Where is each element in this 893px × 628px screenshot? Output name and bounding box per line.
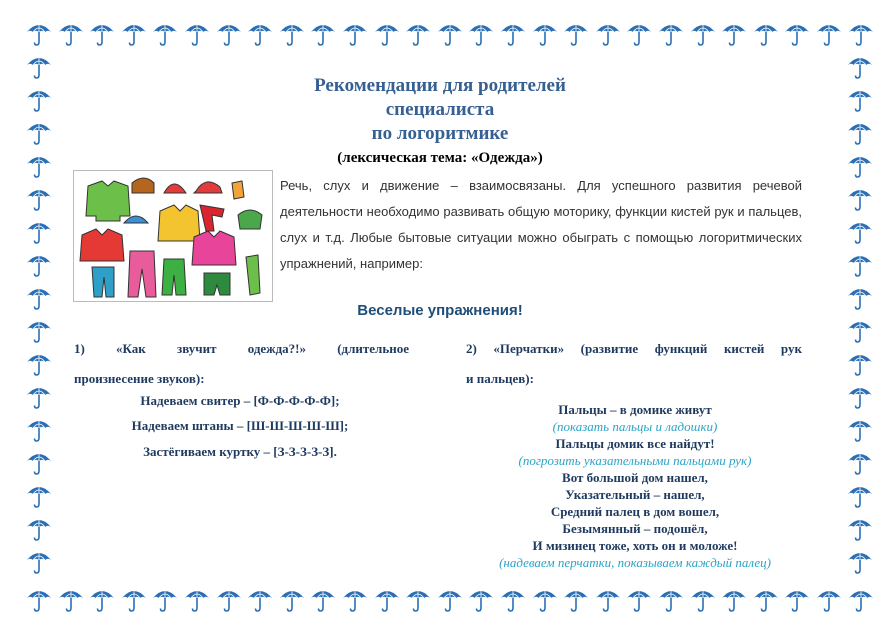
umbrella-icon — [753, 586, 779, 612]
umbrella-icon — [342, 20, 368, 46]
poem-line: Безымянный – подошёл, — [562, 521, 708, 536]
poem-line: И мизинец тоже, хоть он и моложе! — [532, 538, 738, 553]
umbrella-icon — [784, 20, 810, 46]
umbrella-icon — [847, 515, 873, 541]
umbrella-icon — [816, 586, 842, 612]
umbrella-icon — [500, 586, 526, 612]
umbrella-icon — [374, 586, 400, 612]
umbrella-icon — [216, 20, 242, 46]
clothes-illustration — [73, 170, 273, 302]
umbrella-icon — [595, 586, 621, 612]
exercise-2-heading-line-2: и пальцев): — [466, 371, 534, 386]
umbrella-icon — [152, 20, 178, 46]
umbrella-icon — [26, 350, 52, 376]
umbrella-icon — [279, 586, 305, 612]
exercise-1-heading — [74, 334, 409, 394]
umbrella-icon — [121, 586, 147, 612]
umbrella-icon — [847, 86, 873, 112]
umbrella-icon — [595, 20, 621, 46]
umbrella-icon — [563, 586, 589, 612]
umbrella-icon — [26, 449, 52, 475]
poem-line: Указательный – нашел, — [565, 487, 705, 502]
umbrella-icon — [184, 586, 210, 612]
umbrella-icon — [405, 20, 431, 46]
umbrella-icon — [847, 53, 873, 79]
umbrella-icon — [626, 586, 652, 612]
umbrella-icon — [847, 185, 873, 211]
umbrella-icon — [848, 586, 874, 612]
umbrella-icon — [184, 20, 210, 46]
poem-note: (надеваем перчатки, показываем каждый палец) — [499, 555, 771, 570]
umbrella-icon — [89, 20, 115, 46]
exercises-heading: Веселые упражнения! — [357, 302, 523, 319]
umbrella-icon — [690, 20, 716, 46]
umbrella-icon — [310, 20, 336, 46]
poem-line: Вот большой дом нашел, — [562, 470, 708, 485]
umbrella-icon — [468, 20, 494, 46]
umbrella-icon — [626, 20, 652, 46]
umbrella-icon — [847, 284, 873, 310]
umbrella-icon — [26, 416, 52, 442]
umbrella-icon — [848, 20, 874, 46]
umbrella-icon — [847, 218, 873, 244]
umbrella-icon — [310, 586, 336, 612]
umbrella-icon — [26, 20, 52, 46]
exercise-1-line-3: Застёгиваем куртку – [З-З-З-З-З]. — [143, 444, 337, 459]
umbrella-icon — [847, 548, 873, 574]
umbrella-icon — [847, 482, 873, 508]
umbrella-icon — [279, 20, 305, 46]
exercise-2-heading — [466, 334, 802, 394]
poem — [465, 401, 805, 571]
umbrella-icon — [847, 416, 873, 442]
poem-line: Пальцы – в домике живут — [558, 402, 712, 417]
umbrella-icon — [247, 586, 273, 612]
umbrella-icon — [26, 515, 52, 541]
umbrella-icon — [532, 20, 558, 46]
umbrella-icon — [26, 251, 52, 277]
exercise-1-line-1: Надеваем свитер – [Ф-Ф-Ф-Ф-Ф]; — [140, 393, 340, 408]
umbrella-icon — [26, 482, 52, 508]
umbrella-icon — [216, 586, 242, 612]
subtitle: (лексическая тема: «Одежда») — [337, 150, 543, 166]
umbrella-icon — [374, 20, 400, 46]
umbrella-icon — [658, 586, 684, 612]
umbrella-icon — [152, 586, 178, 612]
intro-paragraph: Речь, слух и движение – взаимосвязаны. Для успешного развития речевой деятельности необходимо развивать общую моторику, функции кистей рук и пальцев, слух и т.д. Любые бытовые ситуации можно обыграть с помощью логоритмических упражнений, например: — [280, 178, 802, 271]
umbrella-icon — [721, 20, 747, 46]
title-line-1: Рекомендации для родителей — [314, 75, 566, 96]
umbrella-icon — [816, 20, 842, 46]
umbrella-icon — [26, 218, 52, 244]
umbrella-icon — [690, 586, 716, 612]
umbrella-icon — [532, 586, 558, 612]
umbrella-icon — [26, 586, 52, 612]
exercise-1-heading-line-2: произнесение звуков): — [74, 371, 205, 386]
title-line-3: по логоритмике — [371, 123, 509, 144]
umbrella-icon — [847, 152, 873, 178]
umbrella-icon — [847, 449, 873, 475]
poem-note: (показать пальцы и ладошки) — [552, 419, 718, 434]
umbrella-icon — [342, 586, 368, 612]
umbrella-icon — [58, 20, 84, 46]
umbrella-icon — [847, 350, 873, 376]
umbrella-icon — [26, 86, 52, 112]
umbrella-icon — [121, 20, 147, 46]
umbrella-icon — [437, 20, 463, 46]
umbrella-icon — [26, 53, 52, 79]
exercise-1-line-2: Надеваем штаны – [Ш-Ш-Ш-Ш-Ш]; — [131, 418, 349, 433]
umbrella-icon — [26, 383, 52, 409]
umbrella-icon — [847, 317, 873, 343]
umbrella-icon — [847, 119, 873, 145]
umbrella-icon — [437, 586, 463, 612]
umbrella-icon — [753, 20, 779, 46]
umbrella-icon — [563, 20, 589, 46]
exercise-2-heading-line-1: 2) «Перчатки» (развитие функций кистей рук — [466, 341, 802, 356]
umbrella-icon — [26, 284, 52, 310]
poem-line: Пальцы домик все найдут! — [555, 436, 715, 451]
umbrella-icon — [26, 119, 52, 145]
umbrella-icon — [58, 586, 84, 612]
exercise-1-heading-line-1: 1) «Как звучит одежда?!» (длительное — [74, 341, 409, 356]
umbrella-icon — [26, 152, 52, 178]
umbrella-icon — [247, 20, 273, 46]
umbrella-icon — [847, 251, 873, 277]
umbrella-icon — [26, 185, 52, 211]
poem-line: Средний палец в дом вошел, — [550, 504, 720, 519]
title-line-2: специалиста — [385, 99, 495, 120]
umbrella-icon — [500, 20, 526, 46]
umbrella-icon — [468, 586, 494, 612]
umbrella-icon — [405, 586, 431, 612]
umbrella-icon — [784, 586, 810, 612]
umbrella-icon — [847, 383, 873, 409]
poem-note: (погрозить указательными пальцами рук) — [518, 453, 752, 468]
umbrella-icon — [26, 317, 52, 343]
umbrella-icon — [721, 586, 747, 612]
umbrella-icon — [26, 548, 52, 574]
umbrella-icon — [89, 586, 115, 612]
umbrella-icon — [658, 20, 684, 46]
